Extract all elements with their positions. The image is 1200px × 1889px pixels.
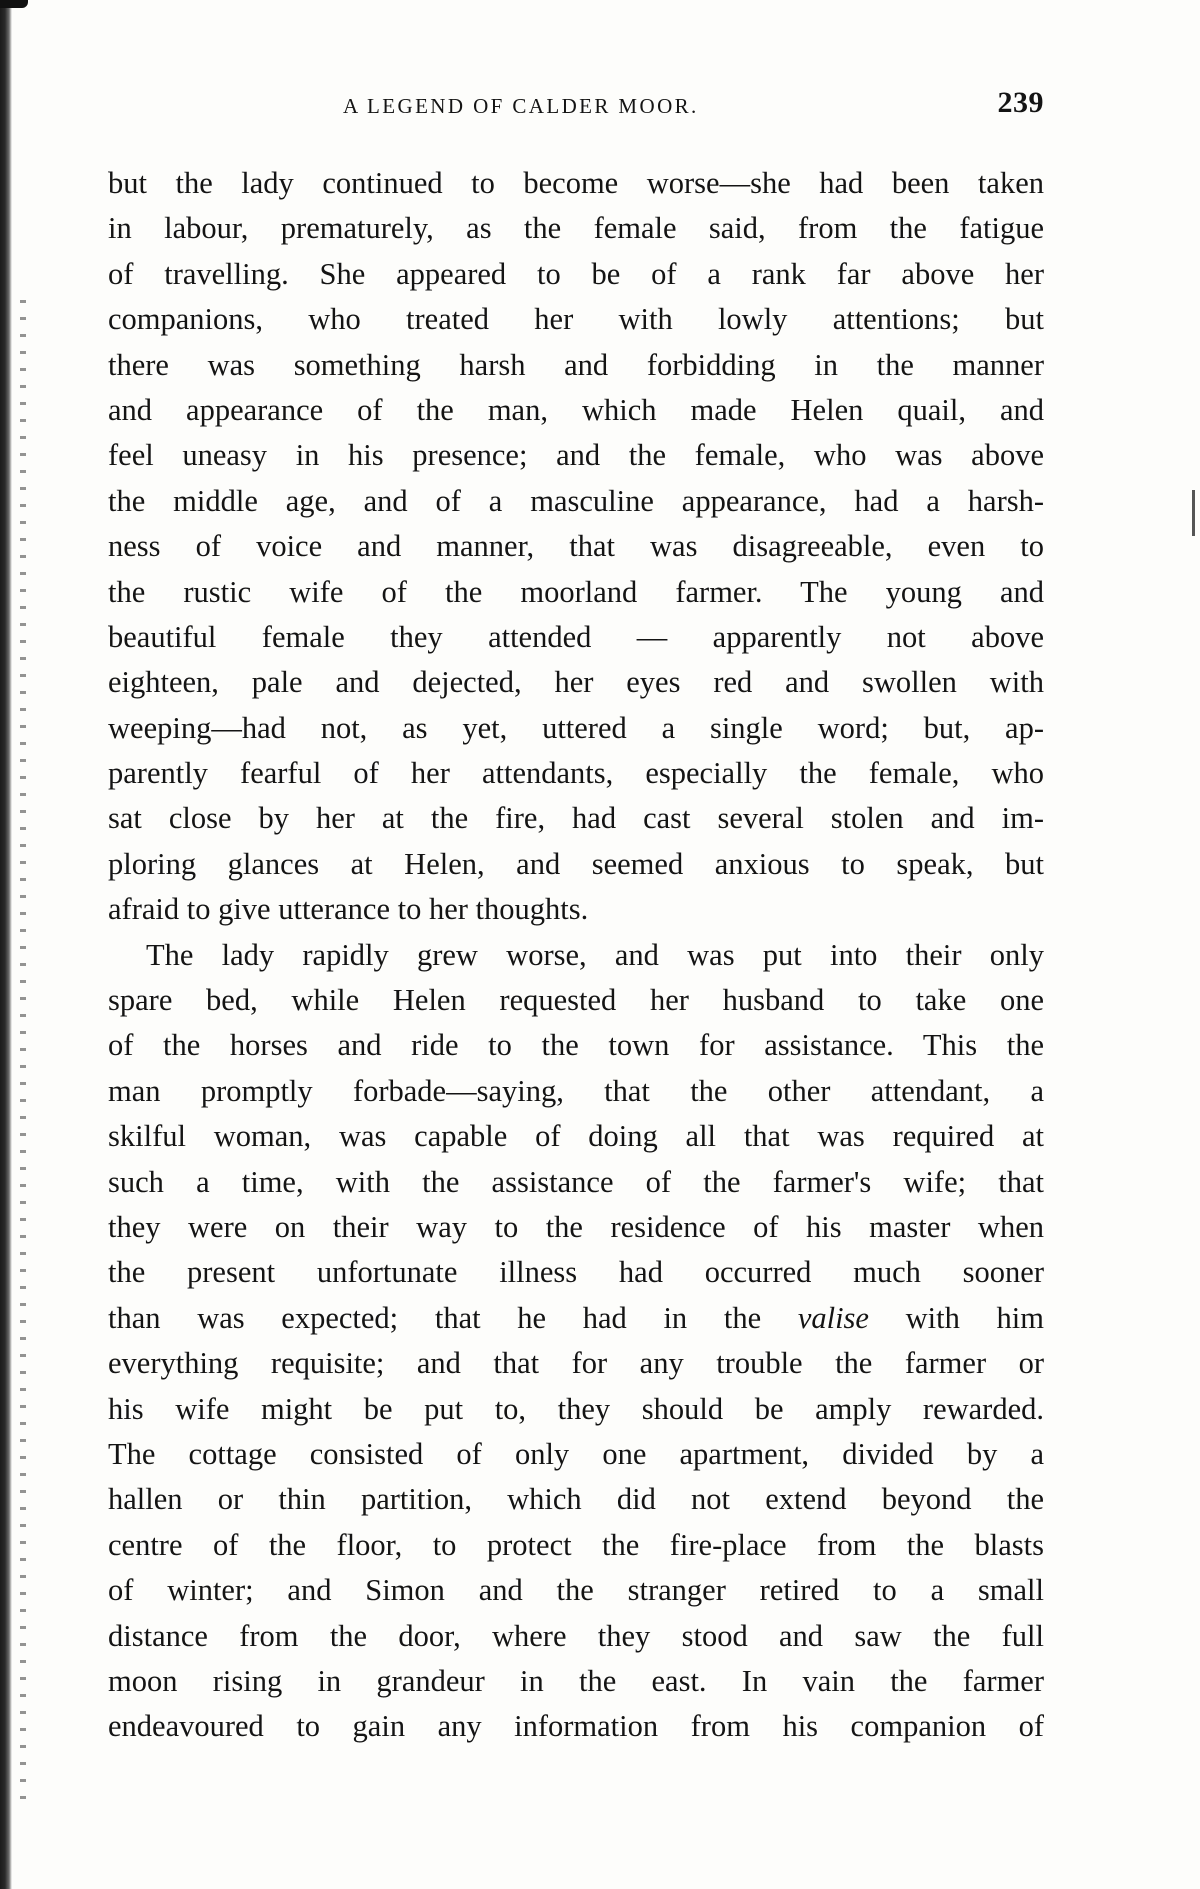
text-line: The cottage consisted of only one apartment, divided by a — [108, 1436, 1044, 1471]
text-line: of travelling. She appeared to be of a rank far above her — [108, 256, 1044, 291]
text-line: hallen or thin partition, which did not extend beyond the — [108, 1482, 1044, 1517]
text-line: man promptly forbade—saying, that the other attendant, a — [108, 1073, 1044, 1108]
text-line: of the horses and ride to the town for assistance. This the — [108, 1028, 1044, 1063]
text-segment: than was expected; that he had in the — [108, 1300, 798, 1335]
text-line: the rustic wife of the moorland farmer. The young and — [108, 574, 1044, 609]
running-title: A LEGEND OF CALDER MOOR. — [343, 94, 699, 118]
text-line: his wife might be put to, they should be amply rewarded. — [108, 1391, 1044, 1426]
text-line: but the lady continued to become worse—she had been taken — [108, 166, 1044, 200]
text-line: moon rising in grandeur in the east. In vain the farmer — [108, 1663, 1044, 1698]
text-line: weeping—had not, as yet, uttered a single word; but, ap- — [108, 710, 1044, 745]
text-line: ploring glances at Helen, and seemed anxious to speak, but — [108, 846, 1044, 881]
text-line: eighteen, pale and dejected, her eyes red and swollen with — [108, 665, 1044, 700]
italic-word: valise — [797, 1300, 869, 1335]
text-line: endeavoured to gain any information from his companion of — [108, 1709, 1044, 1744]
text-line: everything requisite; and that for any trouble the farmer or — [108, 1346, 1044, 1381]
text-line: there was something harsh and forbidding in the manner — [108, 347, 1044, 382]
text-line: the present unfortunate illness had occurred much sooner — [108, 1255, 1044, 1290]
text-line: spare bed, while Helen requested her husband to take one — [108, 983, 1044, 1018]
text-line: afraid to give utterance to her thoughts. — [108, 892, 589, 927]
text-line — [108, 1296, 1044, 1341]
text-line: they were on their way to the residence of his master when — [108, 1209, 1044, 1244]
text-line: distance from the door, where they stood and saw the full — [108, 1618, 1044, 1653]
text-line: parently fearful of her attendants, especially the female, who — [108, 756, 1044, 791]
margin-mark — [1192, 490, 1195, 536]
text-line: skilful woman, was capable of doing all that was required at — [108, 1119, 1044, 1154]
page-number: 239 — [997, 86, 1044, 119]
running-head — [108, 86, 1044, 126]
text-line: in labour, prematurely, as the female said, from the fatigue — [108, 211, 1044, 246]
corner-mark — [0, 0, 28, 8]
text-line: feel uneasy in his presence; and the female, who was above — [108, 438, 1044, 473]
text-line: of winter; and Simon and the stranger retired to a small — [108, 1573, 1044, 1608]
text-line: The lady rapidly grew worse, and was put into their only — [146, 937, 1044, 972]
binding-edge — [0, 0, 12, 1889]
body-text — [108, 161, 1044, 1750]
text-line: companions, who treated her with lowly attentions; but — [108, 302, 1044, 337]
text-line: the middle age, and of a masculine appearance, had a harsh- — [108, 483, 1044, 518]
text-line: sat close by her at the fire, had cast several stolen and im- — [108, 801, 1044, 836]
text-line: ness of voice and manner, that was disagreeable, even to — [108, 529, 1044, 564]
text-line: and appearance of the man, which made Helen quail, and — [108, 392, 1044, 427]
binding-shadow — [20, 300, 26, 1800]
text-line: centre of the floor, to protect the fire-place from the blasts — [108, 1527, 1044, 1562]
text-line: beautiful female they attended — apparently not above — [108, 619, 1044, 654]
text-segment: with him — [868, 1300, 1044, 1335]
text-line: such a time, with the assistance of the farmer's wife; that — [108, 1164, 1044, 1199]
